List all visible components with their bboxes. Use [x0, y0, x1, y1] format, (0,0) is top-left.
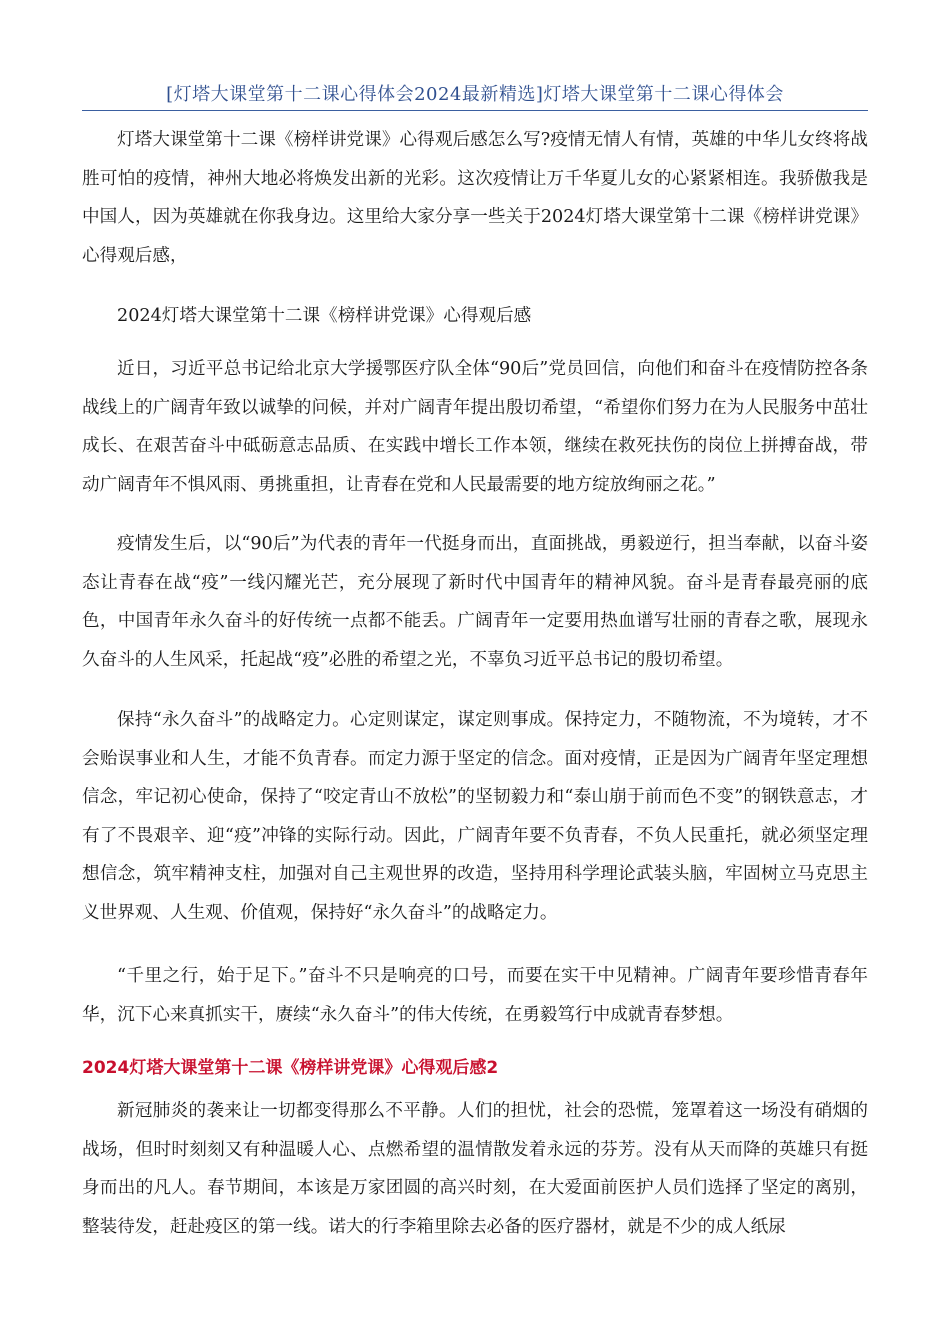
- section1-paragraph-1: 近日，习近平总书记给北京大学援鄂医疗队全体“90后”党员回信，向他们和奋斗在疫情防控各条战线上的广阔青年致以诚挚的问候，并对广阔青年提出殷切希望，“希望你们努力在为人民服务中茁壮成长、在艰苦奋斗中砥砺意志品质、在实践中增长工作本领，继续在救死扶伤的岗位上拼搏奋战，带动广阔青年不惧风雨、勇挑重担，让青春在党和人民最需要的地方绽放绚丽之花。”: [82, 359, 868, 495]
- section2-heading: 2024灯塔大课堂第十二课《榜样讲党课》心得观后感2: [82, 1058, 499, 1078]
- section1-paragraph-2: 疫情发生后，以“90后”为代表的青年一代挺身而出，直面挑战，勇毅逆行，担当奉献，以奋斗姿态让青春在战“疫”一线闪耀光芒，充分展现了新时代中国青年的精神风貌。奋斗是青春最亮丽的底色，中国青年永久奋斗的好传统一点都不能丢。广阔青年一定要用热血谱写壮丽的青春之歌，展现永久奋斗的人生风采，托起战“疫”必胜的希望之光，不辜负习近平总书记的殷切希望。: [82, 534, 868, 670]
- section1-title: 2024灯塔大课堂第十二课《榜样讲党课》心得观后感: [117, 306, 532, 326]
- document-title: [灯塔大课堂第十二课心得体会2024最新精选]灯塔大课堂第十二课心得体会: [166, 84, 784, 105]
- section1-paragraph-4: “千里之行，始于足下。”奋斗不只是响亮的口号，而要在实干中见精神。广阔青年要珍惜青春年华，沉下心来真抓实干，赓续“永久奋斗”的伟大传统，在勇毅笃行中成就青春梦想。: [82, 966, 868, 1025]
- section2-paragraph-1: 新冠肺炎的袭来让一切都变得那么不平静。人们的担忧，社会的恐慌，笼罩着这一场没有硝烟的战场，但时时刻刻又有种温暖人心、点燃希望的温情散发着永远的芬芳。没有从天而降的英雄只有挺身而出的凡人。春节期间，本该是万家团圆的高兴时刻，在大爱面前医护人员们选择了坚定的离别，整装待发，赶赴疫区的第一线。诺大的行李箱里除去必备的医疗器材，就是不少的成人纸尿: [82, 1101, 868, 1237]
- intro-paragraph: 灯塔大课堂第十二课《榜样讲党课》心得观后感怎么写?疫情无情人有情，英雄的中华儿女终将战胜可怕的疫情，神州大地必将焕发出新的光彩。这次疫情让万千华夏儿女的心紧紧相连。我骄傲我是中国人，因为英雄就在你我身边。这里给大家分享一些关于2024灯塔大课堂第十二课《榜样讲党课》心得观后感，: [82, 130, 868, 266]
- section1-paragraph-3: 保持“永久奋斗”的战略定力。心定则谋定，谋定则事成。保持定力，不随物流，不为境转，才不会贻误事业和人生，才能不负青春。而定力源于坚定的信念。面对疫情，正是因为广阔青年坚定理想信念，牢记初心使命，保持了“咬定青山不放松”的坚韧毅力和“泰山崩于前而色不变”的钢铁意志，才有了不畏艰辛、迎“疫”冲锋的实际行动。因此，广阔青年要不负青春，不负人民重托，就必须坚定理想信念，筑牢精神支柱，加强对自己主观世界的改造，坚持用科学理论武装头脑，牢固树立马克思主义世界观、人生观、价值观，保持好“永久奋斗”的战略定力。: [82, 710, 868, 923]
- page-header: [82, 82, 868, 111]
